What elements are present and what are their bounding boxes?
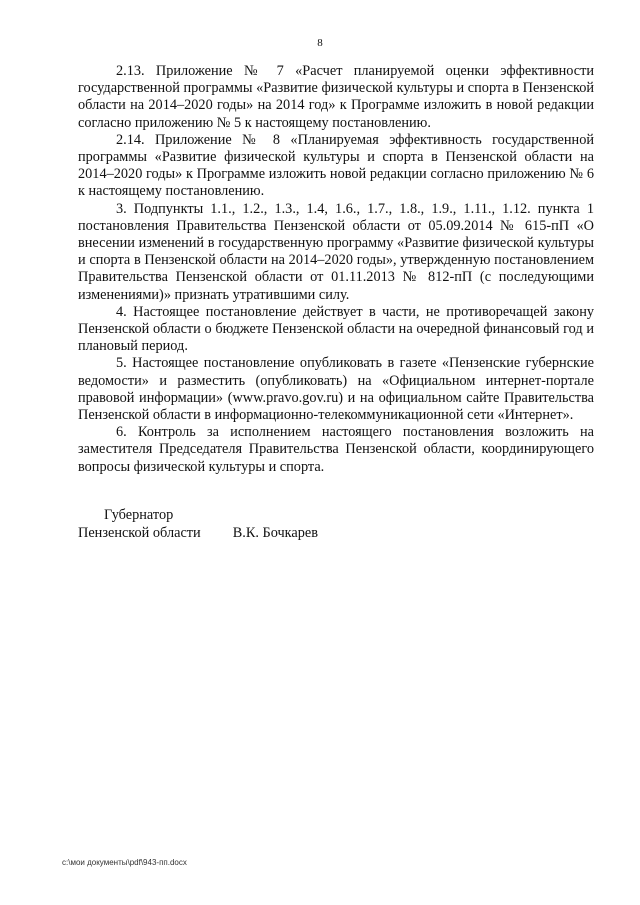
signatory-name: В.К. Бочкарев	[232, 525, 318, 541]
document-body	[78, 63, 594, 476]
file-path-footer: c:\мои документы\pdf\943-пп.docx	[62, 858, 187, 867]
signatory-region: Пензенской области	[78, 525, 201, 541]
signatory-line	[78, 524, 438, 542]
paragraph-2-14: 2.14. Приложение № 8 «Планируемая эффективность государственной программы «Развитие физической культуры и спорта в Пензенской области на 2014–2020 годы» к Программе изложить новой редакции согласно приложению № 6 к настоящему постановлению.	[78, 131, 594, 200]
paragraph-2-13: 2.13. Приложение № 7 «Расчет планируемой оценки эффективности государственной программы «Развитие физической культуры и спорта в Пензенской области на 2014–2020 годы» на 2014 год» к Программе изложить в новой редакции согласно приложению № 5 к настоящему постановлению.	[78, 63, 594, 131]
paragraph-5: 5. Настоящее постановление опубликовать в газете «Пензенские губернские ведомости» и разместить (опубликовать) на «Официальном интернет-портале правовой информации» (www.pravo.gov.ru) и на официальном сайте Правительства Пензенской области в информационно-телекоммуникационной сети «Интернет».	[78, 355, 594, 424]
paragraph-6: 6. Контроль за исполнением настоящего постановления возложить на заместителя Председателя Правительства Пензенской области, координирующего вопросы физической культуры и спорта.	[78, 424, 594, 475]
signature-block	[78, 506, 438, 542]
signatory-title: Губернатор	[104, 507, 174, 523]
page-number: 8	[317, 37, 323, 49]
paragraph-3: 3. Подпункты 1.1., 1.2., 1.3., 1.4, 1.6., 1.7., 1.8., 1.9., 1.11., 1.12. пункта 1 постановления Правительства Пензенской области от 05.09.2014 № 615-пП «О внесении изменений в государственную программу «Развитие физической культуры и спорта в Пензенской области на 2014–2020 годы», утвержденную постановлением Правительства Пензенской области от 01.11.2013 № 812-пП (с последующими изменениями)» признать утратившими силу.	[78, 200, 594, 303]
paragraph-4: 4. Настоящее постановление действует в части, не противоречащей закону Пензенской области о бюджете Пензенской области на очередной финансовый год и плановый период.	[78, 303, 594, 355]
